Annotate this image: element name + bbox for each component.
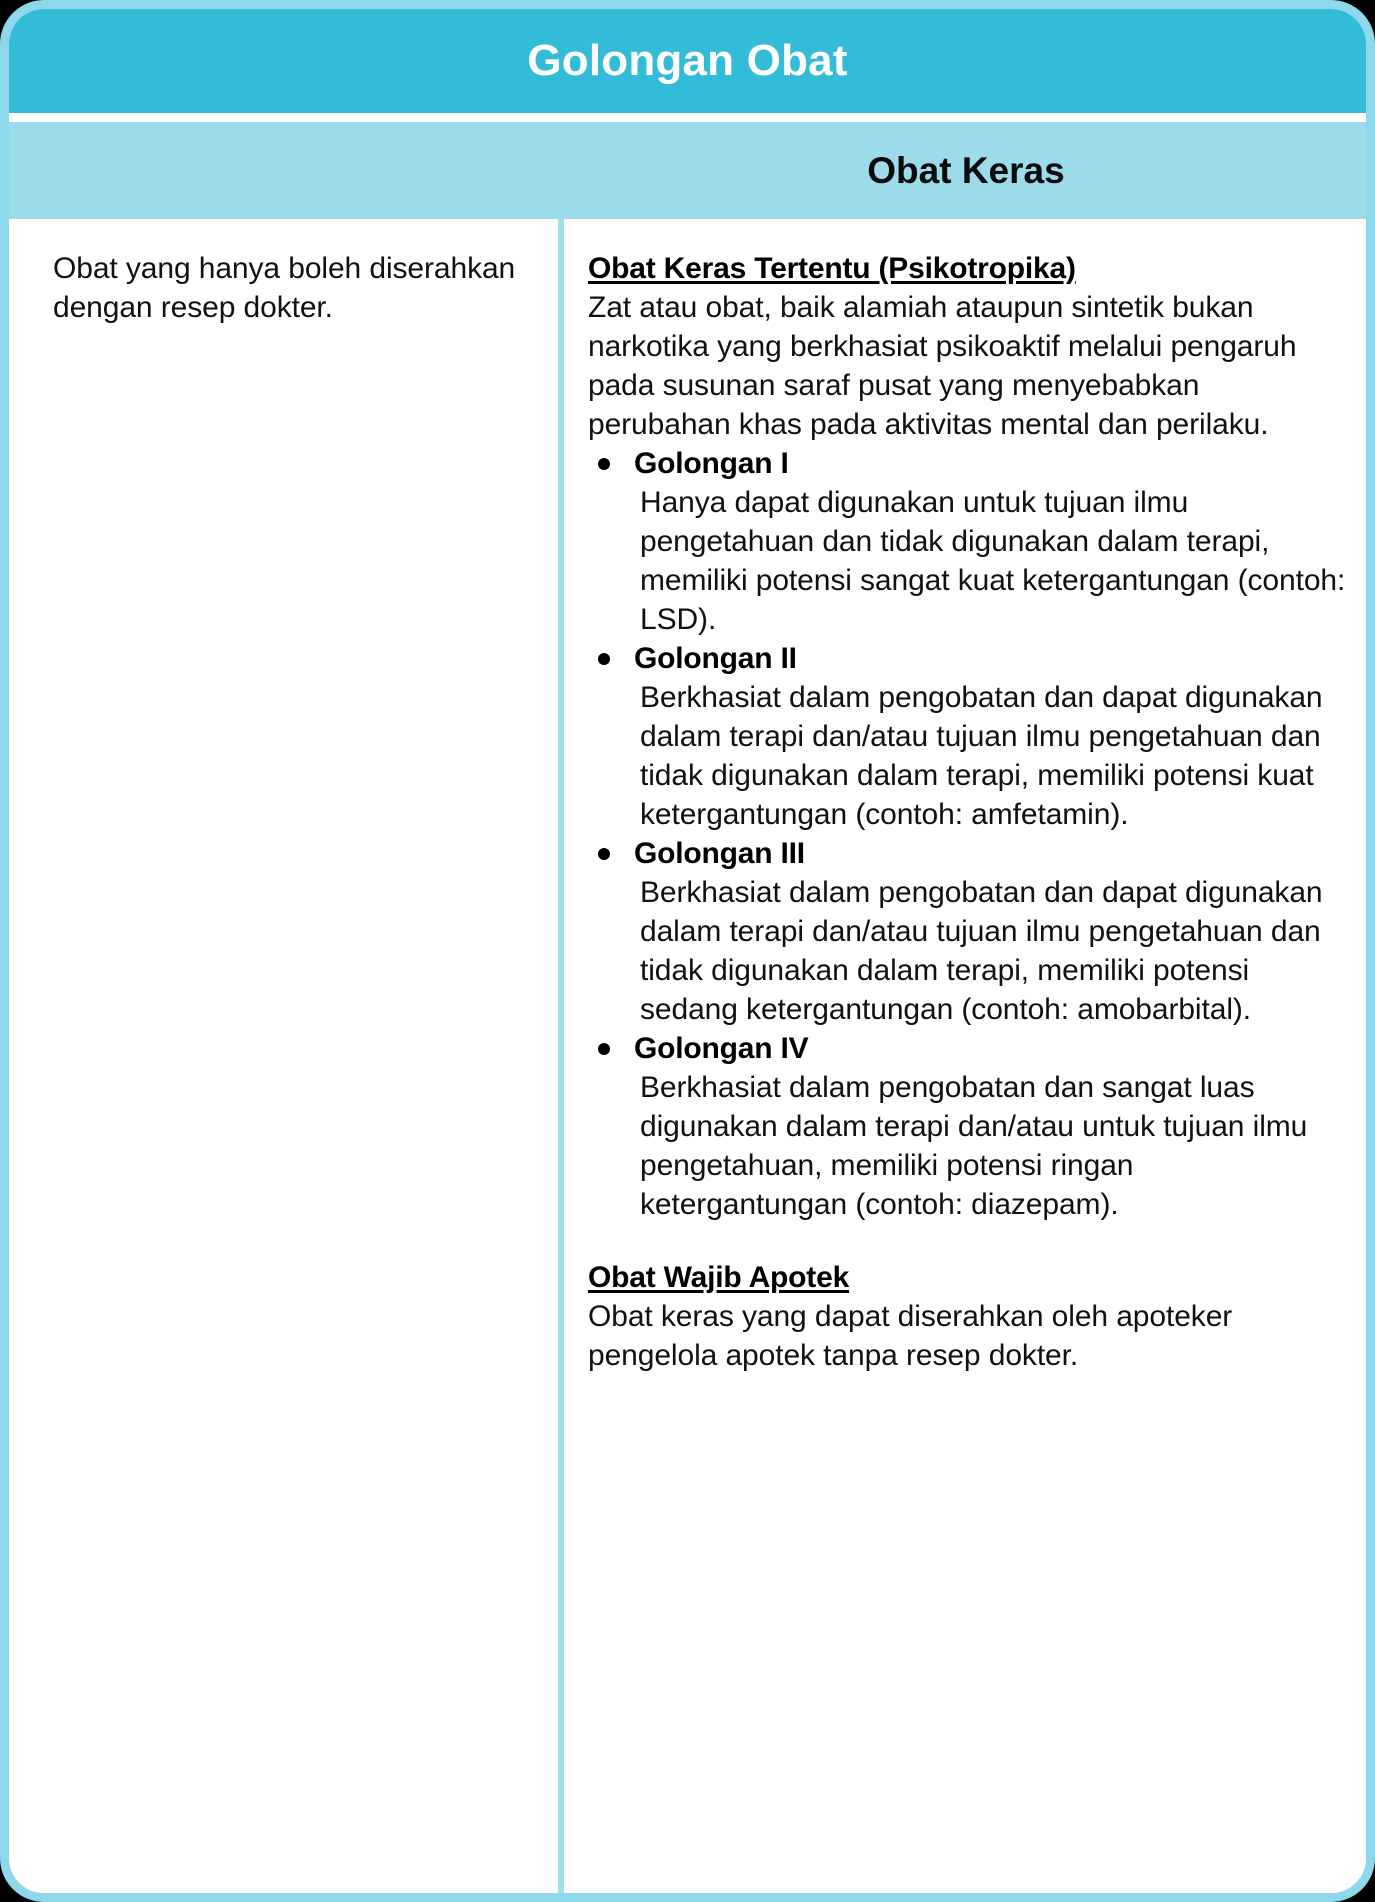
left-column — [9, 219, 558, 1893]
card-header — [9, 9, 1366, 113]
list-item — [592, 444, 1348, 639]
bullet-icon — [598, 653, 610, 665]
golongan-label: Golongan IV — [634, 1032, 809, 1065]
list-item — [592, 1029, 1348, 1224]
golongan-description: Berkhasiat dalam pengobatan dan dapat digunakan dalam terapi dan/atau tujuan ilmu pengetahuan dan tidak digunakan dalam terapi, memiliki potensi sedang ketergantungan (contoh: amobarbital). — [640, 876, 1323, 1026]
golongan-label: Golongan III — [634, 837, 805, 870]
card-body — [9, 219, 1366, 1893]
list-item — [592, 639, 1348, 834]
bullet-icon — [598, 458, 610, 470]
right-column — [564, 219, 1366, 1893]
bullet-icon — [598, 1043, 610, 1055]
subheader-title: Obat Keras — [867, 150, 1065, 191]
list-item — [592, 834, 1348, 1029]
section-spacer — [588, 1224, 1348, 1258]
left-column-description: Obat yang hanya boleh diserahkan dengan resep dokter. — [53, 252, 516, 324]
golongan-description: Berkhasiat dalam pengobatan dan dapat digunakan dalam terapi dan/atau tujuan ilmu pengetahuan dan tidak digunakan dalam terapi, memiliki potensi kuat ketergantungan (contoh: amfetamin). — [640, 681, 1323, 831]
bullet-icon — [598, 848, 610, 860]
golongan-list — [588, 444, 1348, 1224]
page-title: Golongan Obat — [527, 36, 848, 85]
header-divider-gap — [9, 113, 1366, 122]
psikotropika-heading: Obat Keras Tertentu (Psikotropika) — [588, 252, 1076, 285]
golongan-description: Hanya dapat digunakan untuk tujuan ilmu pengetahuan dan tidak digunakan dalam terapi, memiliki potensi sangat kuat ketergantungan (contoh: LSD). — [640, 486, 1346, 636]
golongan-label: Golongan II — [634, 642, 797, 675]
wajib-apotek-heading: Obat Wajib Apotek — [588, 1261, 850, 1294]
card-subheader — [9, 122, 1366, 219]
wajib-apotek-block — [588, 1258, 1348, 1375]
psikotropika-intro: Zat atau obat, baik alamiah ataupun sintetik bukan narkotika yang berkhasiat psikoaktif melalui pengaruh pada susunan saraf pusat yang menyebabkan perubahan khas pada aktivitas mental dan perilaku. — [588, 291, 1297, 441]
golongan-description: Berkhasiat dalam pengobatan dan sangat luas digunakan dalam terapi dan/atau untuk tujuan ilmu pengetahuan, memiliki potensi ringan ketergantungan (contoh: diazepam). — [640, 1071, 1308, 1221]
golongan-label: Golongan I — [634, 447, 789, 480]
wajib-apotek-description: Obat keras yang dapat diserahkan oleh apoteker pengelola apotek tanpa resep dokter. — [588, 1300, 1233, 1372]
